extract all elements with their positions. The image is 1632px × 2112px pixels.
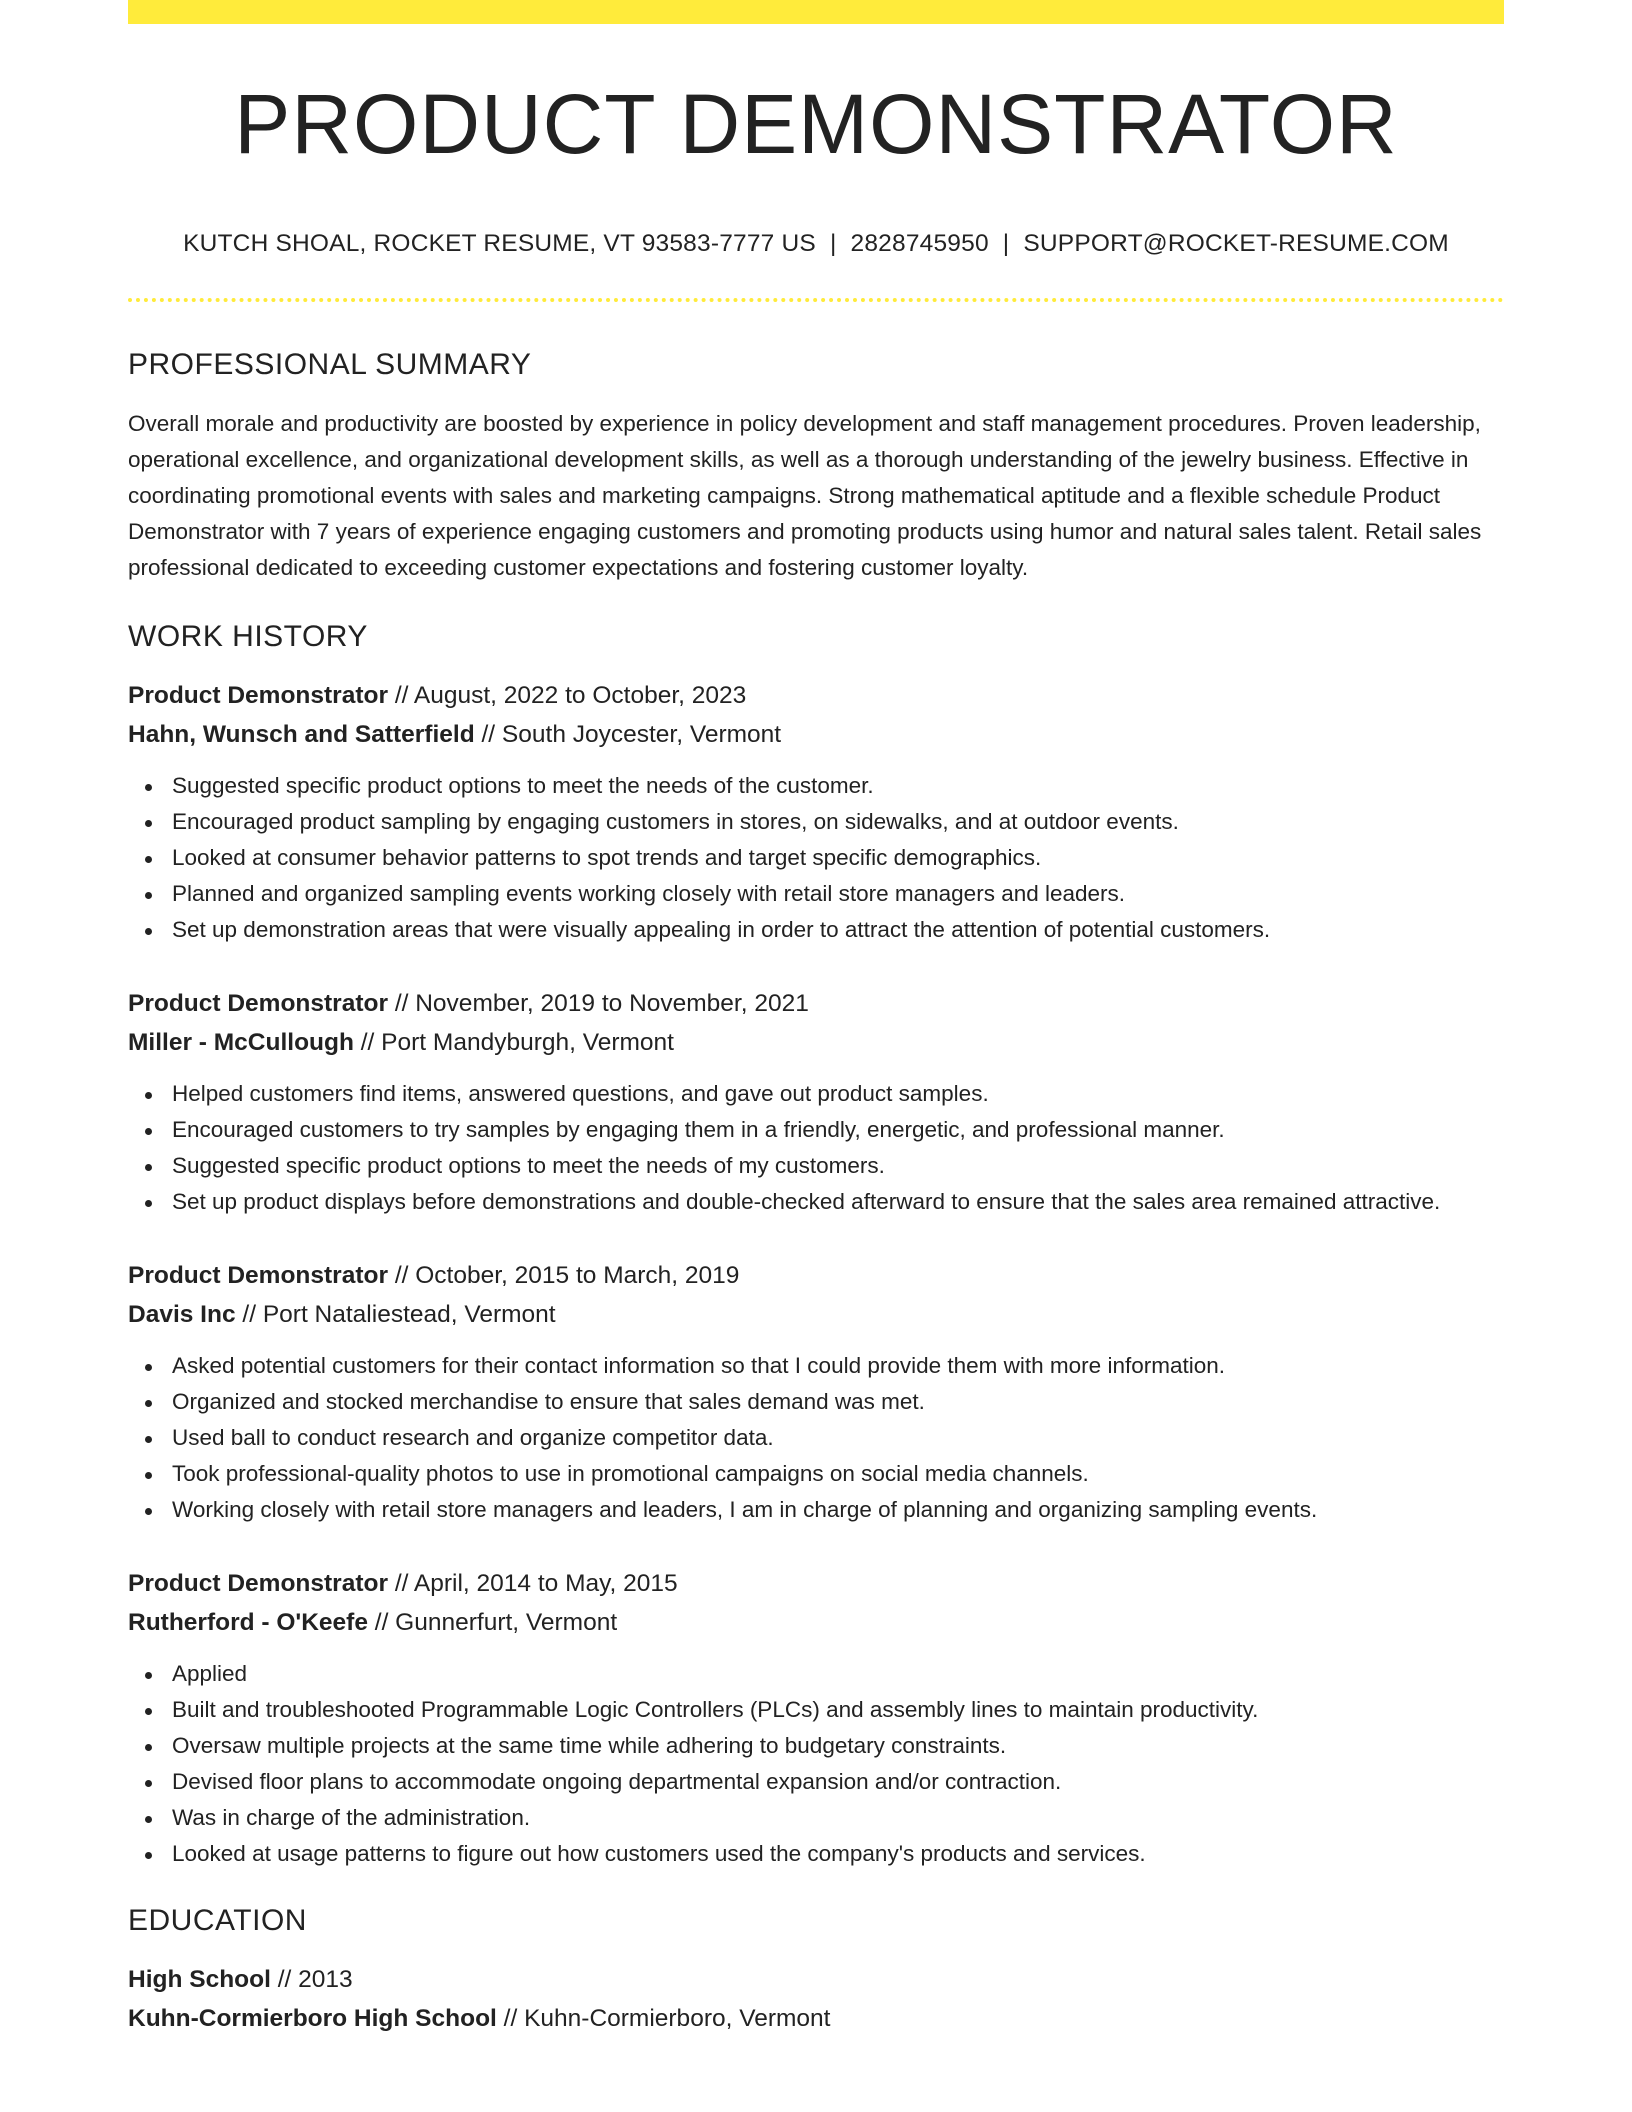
job-company: Rutherford - O'Keefe bbox=[128, 1609, 368, 1636]
job-title-line bbox=[128, 1564, 1504, 1603]
job-company-line bbox=[128, 1295, 1504, 1334]
education-degree-line bbox=[128, 1960, 1504, 1999]
education-location: // Kuhn-Cormierboro, Vermont bbox=[496, 2005, 831, 2032]
job-company: Miller - McCullough bbox=[128, 1029, 354, 1056]
job-bullet: Built and troubleshooted Programmable Logic Controllers (PLCs) and assembly lines to maintain productivity. bbox=[172, 1692, 1504, 1728]
job-role: Product Demonstrator bbox=[128, 990, 389, 1017]
job-bullet: Planned and organized sampling events working closely with retail store managers and leaders. bbox=[172, 876, 1504, 912]
education-entry bbox=[128, 1960, 1504, 2038]
job-bullet: Asked potential customers for their contact information so that I could provide them with more information. bbox=[172, 1348, 1504, 1384]
job-bullet: Looked at consumer behavior patterns to spot trends and target specific demographics. bbox=[172, 840, 1504, 876]
job-bullets bbox=[128, 1076, 1504, 1220]
job-dates: // November, 2019 to November, 2021 bbox=[388, 990, 809, 1017]
contact-separator: | bbox=[1002, 230, 1010, 257]
job-bullet: Devised floor plans to accommodate ongoing departmental expansion and/or contraction. bbox=[172, 1764, 1504, 1800]
job-bullet: Took professional-quality photos to use in promotional campaigns on social media channels. bbox=[172, 1456, 1504, 1492]
job-dates: // October, 2015 to March, 2019 bbox=[388, 1262, 740, 1289]
job-bullets bbox=[128, 768, 1504, 948]
job-bullet: Encouraged product sampling by engaging customers in stores, on sidewalks, and at outdoor events. bbox=[172, 804, 1504, 840]
job-location: // Port Mandyburgh, Vermont bbox=[353, 1029, 674, 1056]
job-bullet: Was in charge of the administration. bbox=[172, 1800, 1504, 1836]
job-entry bbox=[128, 984, 1504, 1220]
accent-top-bar bbox=[128, 0, 1504, 24]
job-bullet: Organized and stocked merchandise to ensure that sales demand was met. bbox=[172, 1384, 1504, 1420]
job-bullet: Helped customers find items, answered questions, and gave out product samples. bbox=[172, 1076, 1504, 1112]
education-school: Kuhn-Cormierboro High School bbox=[128, 2005, 497, 2032]
job-bullet: Encouraged customers to try samples by engaging them in a friendly, energetic, and professional manner. bbox=[172, 1112, 1504, 1148]
job-role: Product Demonstrator bbox=[128, 1570, 389, 1597]
job-bullet: Working closely with retail store managers and leaders, I am in charge of planning and organizing sampling events. bbox=[172, 1492, 1504, 1528]
job-company-line bbox=[128, 1023, 1504, 1062]
job-company-line bbox=[128, 1603, 1504, 1642]
job-dates: // August, 2022 to October, 2023 bbox=[388, 682, 747, 709]
job-entry bbox=[128, 1256, 1504, 1528]
contact-address: KUTCH SHOAL, ROCKET RESUME, VT 93583-7777 US bbox=[183, 230, 816, 257]
contact-phone: 2828745950 bbox=[850, 230, 989, 257]
job-dates: // April, 2014 to May, 2015 bbox=[388, 1570, 678, 1597]
job-bullet: Used ball to conduct research and organize competitor data. bbox=[172, 1420, 1504, 1456]
job-role: Product Demonstrator bbox=[128, 682, 389, 709]
contact-line bbox=[128, 230, 1504, 258]
education-degree: High School bbox=[128, 1966, 271, 1993]
contact-separator: | bbox=[829, 230, 837, 257]
summary-heading: PROFESSIONAL SUMMARY bbox=[128, 348, 532, 381]
job-bullet: Applied bbox=[172, 1656, 1504, 1692]
job-bullet: Suggested specific product options to meet the needs of my customers. bbox=[172, 1148, 1504, 1184]
education-school-line bbox=[128, 1999, 1504, 2038]
job-bullet: Set up product displays before demonstrations and double-checked afterward to ensure that the sales area remained attractive. bbox=[172, 1184, 1504, 1220]
job-location: // Gunnerfurt, Vermont bbox=[367, 1609, 618, 1636]
job-bullet: Oversaw multiple projects at the same time while adhering to budgetary constraints. bbox=[172, 1728, 1504, 1764]
job-bullet: Suggested specific product options to meet the needs of the customer. bbox=[172, 768, 1504, 804]
job-title-line bbox=[128, 1256, 1504, 1295]
resume-page bbox=[128, 0, 1504, 2038]
job-bullet: Looked at usage patterns to figure out how customers used the company's products and services. bbox=[172, 1836, 1504, 1872]
job-company-line bbox=[128, 715, 1504, 754]
job-location: // Port Nataliestead, Vermont bbox=[235, 1301, 556, 1328]
resume-name: PRODUCT DEMONSTRATOR bbox=[234, 77, 1398, 171]
header-divider bbox=[128, 298, 1504, 302]
job-title-line bbox=[128, 676, 1504, 715]
education-heading: EDUCATION bbox=[128, 1904, 307, 1937]
job-entry bbox=[128, 676, 1504, 948]
job-company: Hahn, Wunsch and Satterfield bbox=[128, 721, 475, 748]
job-title-line bbox=[128, 984, 1504, 1023]
job-entry bbox=[128, 1564, 1504, 1872]
job-role: Product Demonstrator bbox=[128, 1262, 389, 1289]
summary-text: Overall morale and productivity are boosted by experience in policy development and staff management procedures. Proven leadership, operational excellence, and organizational development skills, as well as a thorough understanding of the jewelry business. Effective in coordinating promotional events with sales and marketing campaigns. Strong mathematical aptitude and a flexible schedule Product Demonstrator with 7 years of experience engaging customers and promoting products using humor and natural sales talent. Retail sales professional dedicated to exceeding customer expectations and fostering customer loyalty. bbox=[128, 411, 1482, 580]
job-bullets bbox=[128, 1656, 1504, 1872]
contact-email: SUPPORT@ROCKET-RESUME.COM bbox=[1023, 230, 1449, 257]
education-year: // 2013 bbox=[270, 1966, 353, 1993]
job-location: // South Joycester, Vermont bbox=[474, 721, 782, 748]
job-bullets bbox=[128, 1348, 1504, 1528]
job-company: Davis Inc bbox=[128, 1301, 236, 1328]
work-history-heading: WORK HISTORY bbox=[128, 620, 368, 653]
job-bullet: Set up demonstration areas that were visually appealing in order to attract the attention of potential customers. bbox=[172, 912, 1504, 948]
